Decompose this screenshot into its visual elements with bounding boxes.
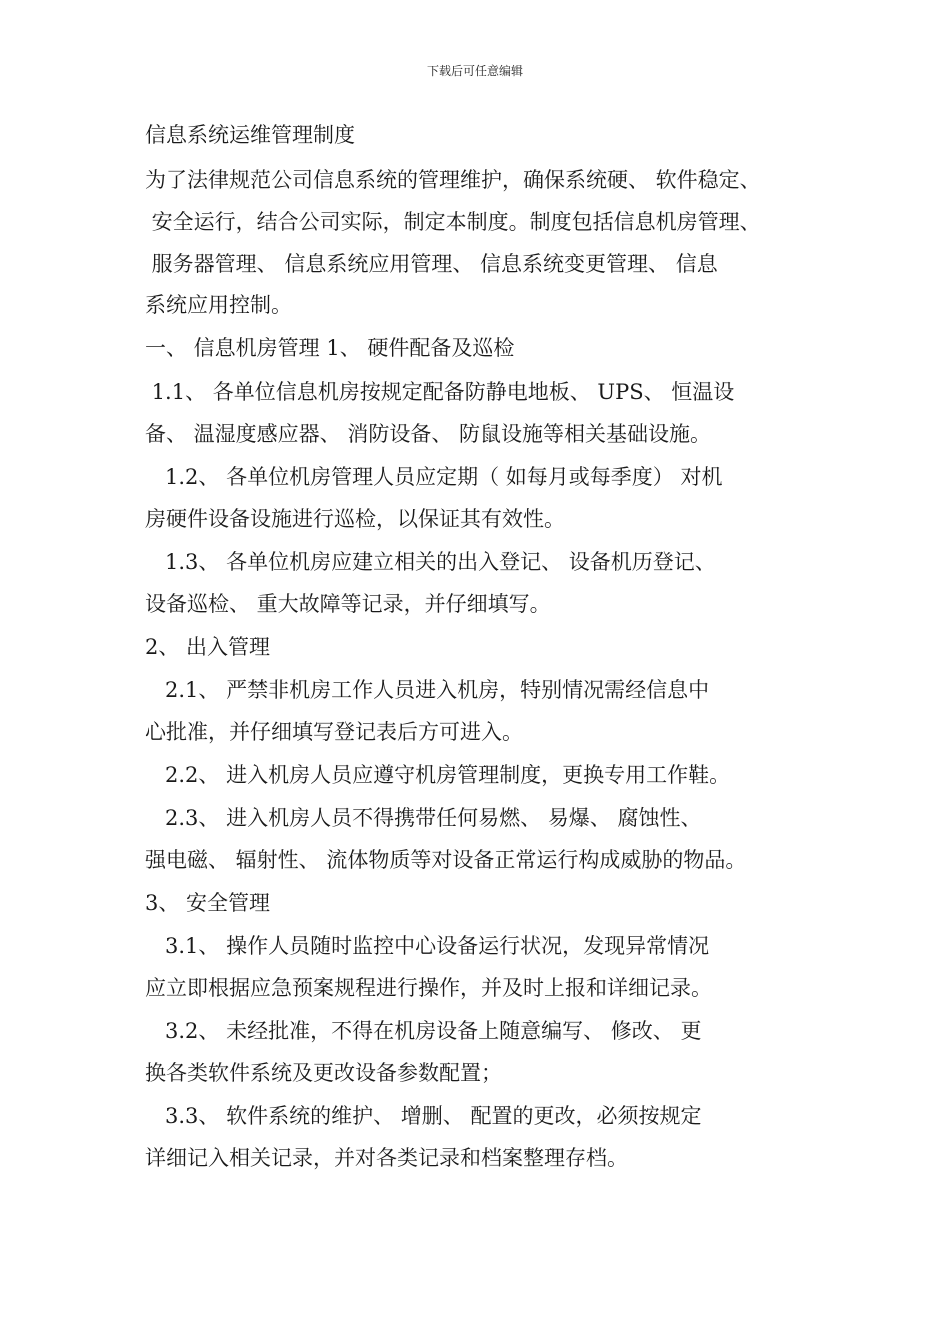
text-line: 3.1、 操作人员随时监控中心设备运行状况，发现异常情况 xyxy=(145,934,710,958)
text-line: 系统应用控制。 xyxy=(145,293,292,317)
text-line: 1.1、 各单位信息机房按规定配备防静电地板、 UPS、 恒温设 xyxy=(145,380,735,404)
text-line: 房硬件设备设施进行巡检，以保证其有效性。 xyxy=(145,507,565,531)
section-heading: 2、 出入管理 xyxy=(145,635,271,659)
section-heading: 一、 信息机房管理 1、 硬件配备及巡检 xyxy=(145,336,515,360)
text-line: 1.2、 各单位机房管理人员应定期（ 如每月或每季度） 对机 xyxy=(145,465,723,489)
text-line: 3.2、 未经批准，不得在机房设备上随意编写、 修改、 更 xyxy=(145,1019,702,1043)
text-line: 3.3、 软件系统的维护、 增删、 配置的更改，必须按规定 xyxy=(145,1104,702,1128)
text-line: 备、 温湿度感应器、 消防设备、 防鼠设施等相关基础设施。 xyxy=(145,422,712,446)
text-line: 2.3、 进入机房人员不得携带任何易燃、 易爆、 腐蚀性、 xyxy=(145,806,702,830)
text-line: 2.1、 严禁非机房工作人员进入机房，特别情况需经信息中 xyxy=(145,678,710,702)
text-line: 服务器管理、 信息系统应用管理、 信息系统变更管理、 信息 xyxy=(145,252,718,276)
text-line: 为了法律规范公司信息系统的管理维护，确保系统硬、 软件稳定、 xyxy=(145,168,761,192)
text-line: 应立即根据应急预案规程进行操作，并及时上报和详细记录。 xyxy=(145,976,712,1000)
text-line: 心批准，并仔细填写登记表后方可进入。 xyxy=(145,720,523,744)
text-line: 安全运行，结合公司实际，制定本制度。制度包括信息机房管理、 xyxy=(145,210,761,234)
text-line: 强电磁、 辐射性、 流体物质等对设备正常运行构成威胁的物品。 xyxy=(145,848,747,872)
page-header: 下载后可任意编辑 xyxy=(426,64,523,78)
document-title: 信息系统运维管理制度 xyxy=(145,123,355,147)
text-line: 1.3、 各单位机房应建立相关的出入登记、 设备机历登记、 xyxy=(145,550,716,574)
section-heading: 3、 安全管理 xyxy=(145,891,271,915)
text-line: 换各类软件系统及更改设备参数配置； xyxy=(145,1061,502,1085)
text-line: 设备巡检、 重大故障等记录，并仔细填写。 xyxy=(145,592,551,616)
text-line: 详细记入相关记录，并对各类记录和档案整理存档。 xyxy=(145,1146,628,1170)
text-line: 2.2、 进入机房人员应遵守机房管理制度，更换专用工作鞋。 xyxy=(145,763,731,787)
